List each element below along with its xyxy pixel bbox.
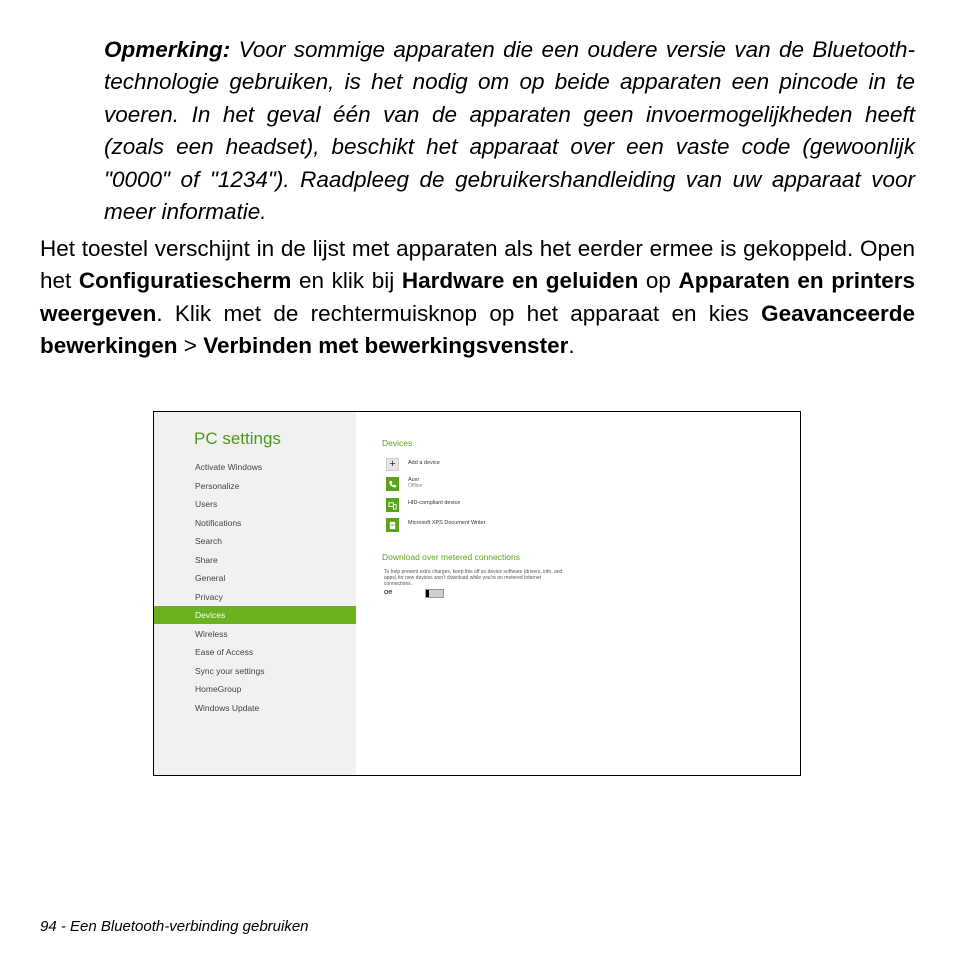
hid-device-icon <box>386 498 399 512</box>
page-footer: 94 - Een Bluetooth-verbinding gebruiken <box>40 918 309 935</box>
body-paragraph <box>40 233 915 363</box>
note-label: Opmerking: <box>104 37 231 62</box>
bold-term-hardware-sound: Hardware en geluiden <box>401 268 639 294</box>
sidebar-item-general[interactable] <box>154 569 356 587</box>
sidebar-item-search[interactable] <box>154 532 356 550</box>
sidebar-item-activate-windows[interactable] <box>154 458 356 476</box>
sidebar-item-personalize[interactable] <box>154 477 356 495</box>
sidebar-item-label: Windows Update <box>195 702 260 713</box>
device-name: Acer <box>408 477 420 483</box>
text-run: Het toestel verschijnt in de lijst met apparaten als het eerder ermee is gekoppeld. Open het <box>40 236 915 294</box>
note-text: Voor sommige apparaten die een oudere versie van de Bluetooth-technologie gebruiken, is het nodig om op beide apparaten een pincode in te voeren. In het geval één van de apparaten geen invoermogelijkheden heeft (zoals een headset), beschikt het apparaat over een vaste code (gewoonlijk "0000" of "1234"). Raadpleeg de gebruikershandleiding van uw apparaat voor meer informatie. <box>104 37 915 225</box>
sidebar-item-wireless[interactable] <box>154 625 356 643</box>
metered-description: To help prevent extra charges, keep this off so device software (drivers, info, and apps) for new devices won't download while you're on metered Internet connections. <box>384 569 563 588</box>
settings-sidebar <box>154 412 356 775</box>
sidebar-item-label: Users <box>195 499 218 509</box>
toggle-label: Off <box>384 590 392 596</box>
sidebar-item-label: General <box>195 573 226 583</box>
devices-heading: Devices <box>382 438 413 448</box>
phone-icon <box>386 477 399 491</box>
plus-icon: + <box>386 458 399 471</box>
sidebar-item-windows-update[interactable] <box>154 699 356 717</box>
settings-title: PC settings <box>194 429 281 448</box>
bold-term-connect-window: Verbinden met bewerkingsvenster <box>203 333 569 359</box>
metered-toggle[interactable] <box>425 589 444 598</box>
sidebar-item-label: Sync your settings <box>195 665 265 676</box>
sidebar-item-users[interactable] <box>154 495 356 513</box>
sidebar-item-label: Activate Windows <box>195 462 263 472</box>
device-name: HID-compliant device <box>408 500 461 506</box>
toggle-knob <box>426 590 429 597</box>
printer-icon <box>386 518 399 532</box>
bold-term-advanced-operations: Geavanceerde bewerkingen <box>40 300 915 359</box>
sidebar-item-homegroup[interactable] <box>154 680 356 698</box>
sidebar-item-label: Ease of Access <box>195 647 254 657</box>
add-device-label: Add a device <box>408 460 440 466</box>
bold-term-devices-printers: Apparaten en printers weergeven <box>40 268 916 326</box>
pc-settings-screenshot <box>153 411 801 776</box>
sidebar-item-sync-your-settings[interactable] <box>154 662 356 680</box>
sidebar-item-devices[interactable] <box>154 606 356 624</box>
sidebar-item-label: Personalize <box>195 480 240 491</box>
sidebar-item-label: HomeGroup <box>195 684 242 694</box>
device-name: Microsoft XPS Document Writer <box>408 520 486 526</box>
sidebar-item-label: Devices <box>195 610 226 620</box>
sidebar-item-ease-of-access[interactable] <box>154 643 356 661</box>
sidebar-item-share[interactable] <box>154 551 356 569</box>
sidebar-item-label: Wireless <box>195 628 228 639</box>
sidebar-item-label: Notifications <box>195 517 242 528</box>
text-run: > <box>177 333 204 359</box>
sidebar-item-label: Search <box>195 536 222 546</box>
sidebar-item-label: Share <box>195 554 218 565</box>
bold-term-control-panel: Configuratiescherm <box>78 268 292 294</box>
sidebar-item-privacy[interactable] <box>154 588 356 606</box>
text-run: en klik bij <box>291 268 402 294</box>
sidebar-item-notifications[interactable] <box>154 514 356 532</box>
text-run: . <box>568 333 575 359</box>
note-paragraph <box>104 34 915 228</box>
text-run: . Klik met de rechtermuisknop op het apparaat en kies <box>156 300 762 326</box>
device-status: Offline <box>408 483 423 489</box>
settings-main-pane <box>356 412 800 775</box>
sidebar-item-label: Privacy <box>195 591 223 602</box>
metered-heading: Download over metered connections <box>382 552 520 562</box>
text-run: op <box>638 268 679 294</box>
